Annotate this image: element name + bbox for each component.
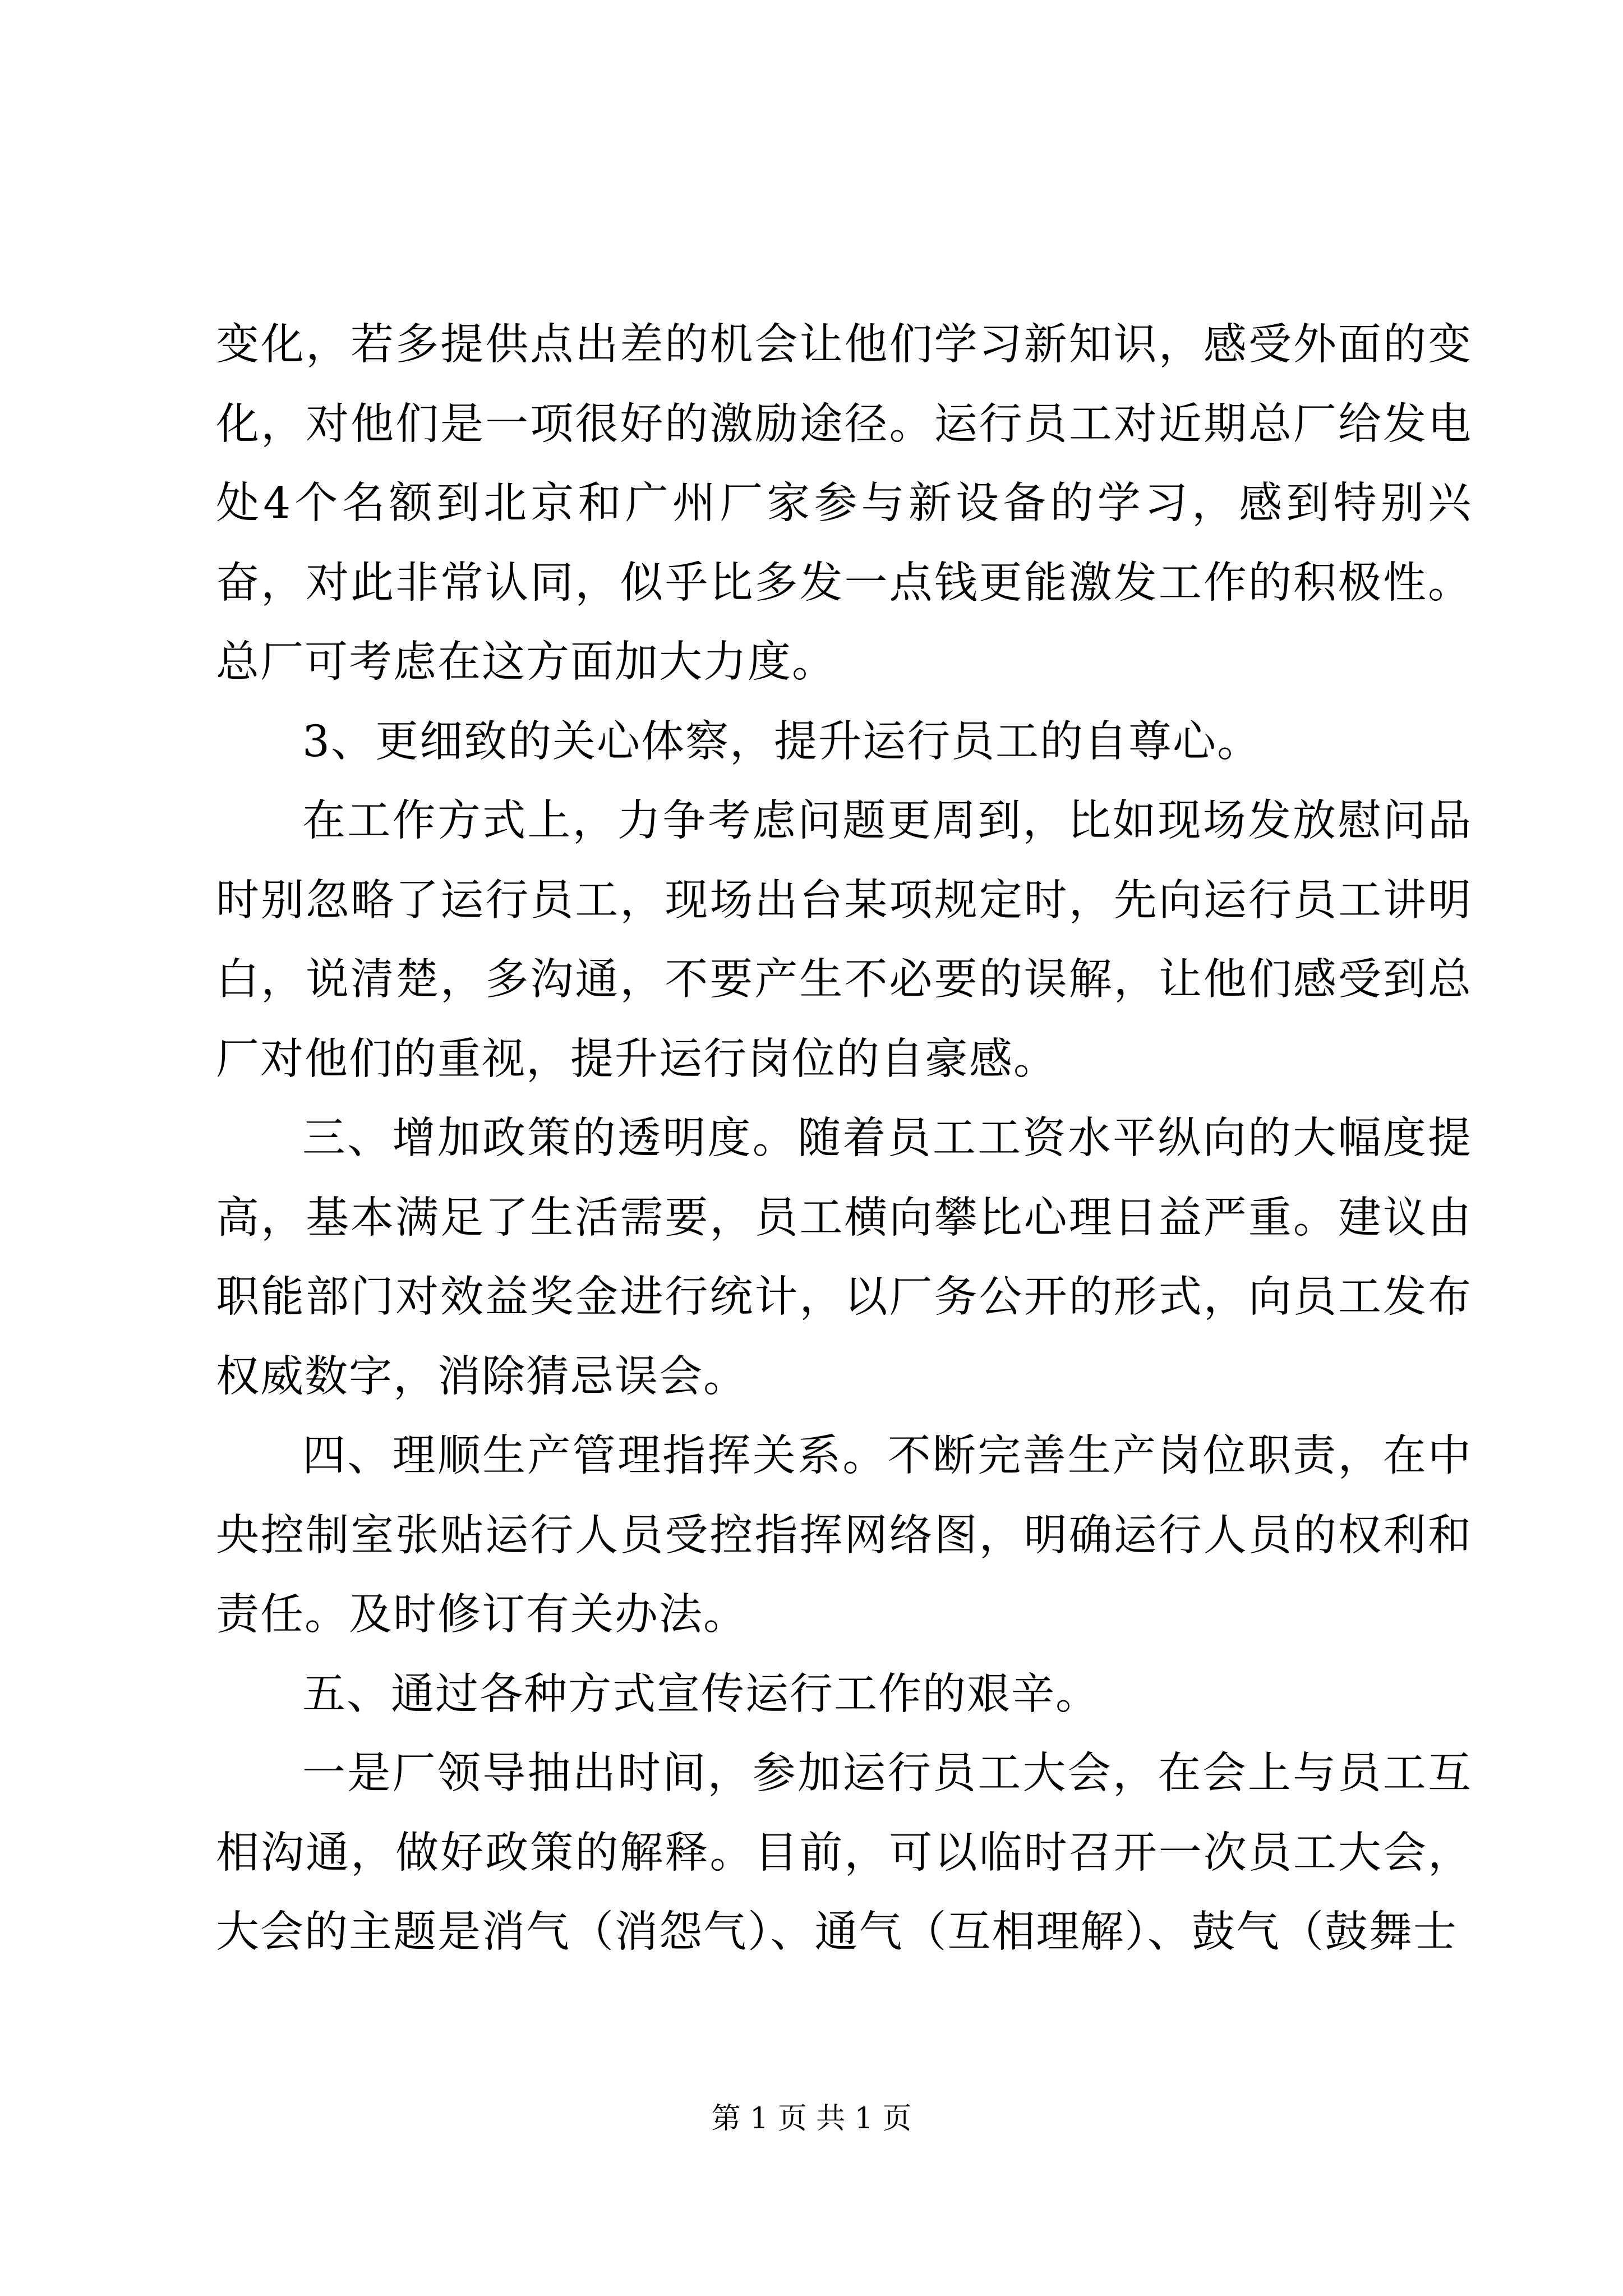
paragraph-6: 五、通过各种方式宣传运行工作的艰辛。 [302, 1669, 1100, 1719]
paragraph-5: 四、理顺生产管理指挥关系。不断完善生产岗位职责，在中央控制室张贴运行人员受控指挥网络图，明确运行人员的权利和责任。及时修订有关办法。 [216, 1431, 1472, 1640]
paragraph-1: 变化，若多提供点出差的机会让他们学习新知识，感受外面的变化，对他们是一项很好的激励途径。运行员工对近期总厂给发电处4个名额到北京和广州厂家参与新设备的学习，感到特别兴奋，对此非常认同，似乎比多发一点钱更能激发工作的积极性。总厂可考虑在这方面加大力度。 [216, 320, 1472, 687]
paragraph-2: 3、更细致的关心体察，提升运行员工的自尊心。 [302, 716, 1261, 767]
page-footer: 第 1 页 共 1 页 [711, 2102, 912, 2136]
paragraph-7: 一是厂领导抽出时间，参加运行员工大会，在会上与员工互相沟通，做好政策的解释。目前，可以临时召开一次员工大会，大会的主题是消气（消怨气）、通气（互相理解）、鼓气（鼓舞士 [216, 1749, 1472, 1957]
document-body [216, 305, 1472, 1972]
paragraph-3: 在工作方式上，力争考虑问题更周到，比如现场发放慰问品时别忽略了运行员工，现场出台某项规定时，先向运行员工讲明白，说清楚，多沟通，不要产生不必要的误解，让他们感受到总厂对他们的重视，提升运行岗位的自豪感。 [216, 796, 1472, 1084]
paragraph-4: 三、增加政策的透明度。随着员工工资水平纵向的大幅度提高，基本满足了生活需要，员工横向攀比心理日益严重。建议由职能部门对效益奖金进行统计，以厂务公开的形式，向员工发布权威数字，消除猜忌误会。 [216, 1114, 1472, 1402]
